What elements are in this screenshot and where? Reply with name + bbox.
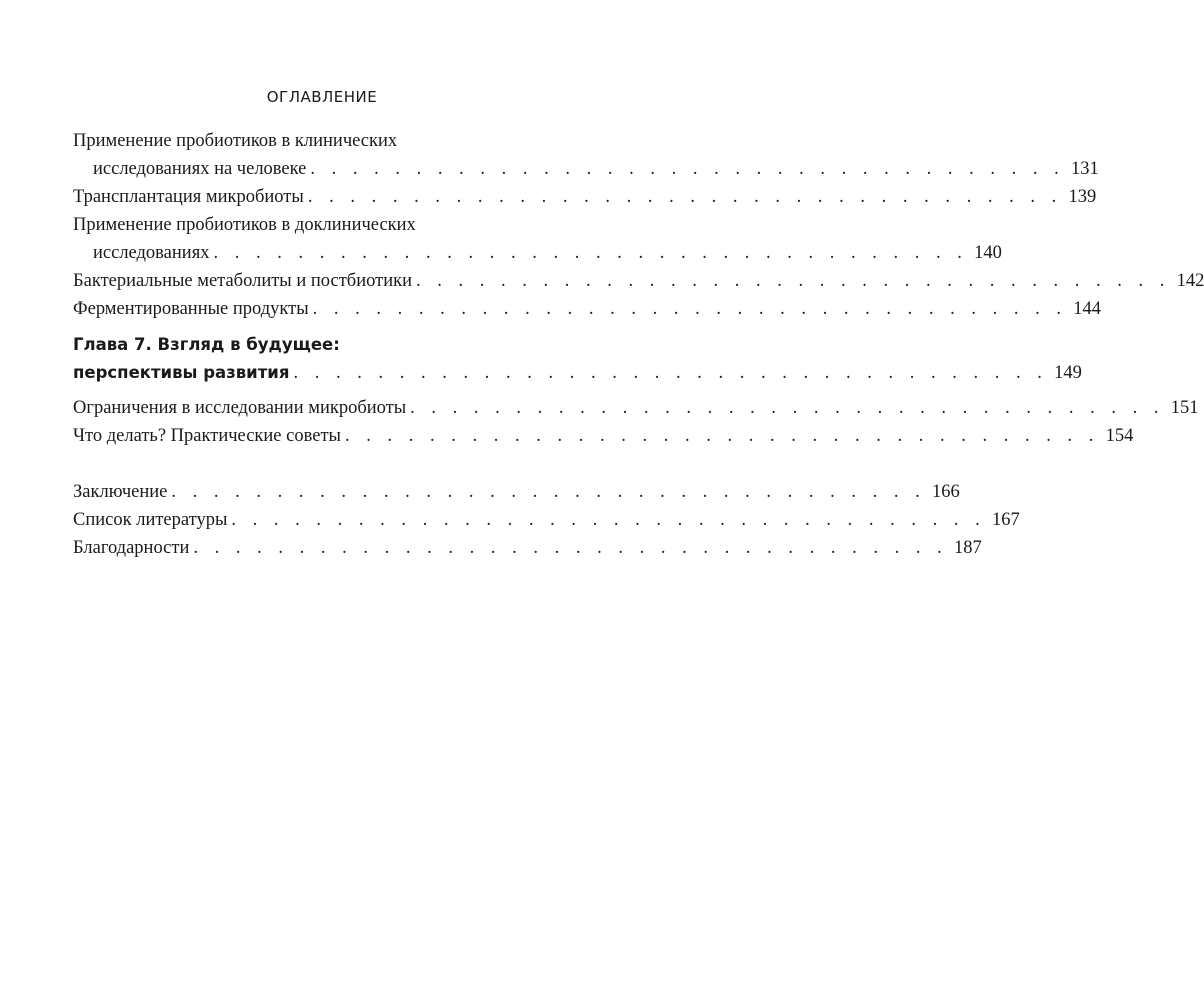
dot-leader: . . . . . . . . . . . . . . . . . . . . . . . . . . . . . . . . . . . .	[293, 363, 1048, 383]
page-number: 131	[1071, 159, 1099, 179]
page-number: 187	[953, 538, 982, 558]
page-number: 151	[1170, 398, 1199, 418]
page-number: 167	[992, 510, 1020, 530]
toc-entry[interactable]: исследованиях на человеке . . . . . . . . . . . . . . . . . . . . . . . . . . . . . . . . . . . . 131	[73, 155, 525, 183]
toc-section-1	[73, 127, 1204, 323]
toc-entry[interactable]: Список литературы . . . . . . . . . . . . . . . . . . . . . . . . . . . . . . . . . . . . 167	[73, 506, 525, 534]
toc-chapter	[73, 331, 1082, 387]
toc-entry[interactable]: Заключение . . . . . . . . . . . . . . . . . . . . . . . . . . . . . . . . . . . . 166	[73, 478, 525, 506]
toc-entry[interactable]: Ферментированные продукты . . . . . . . . . . . . . . . . . . . . . . . . . . . . . . . . . . . . 144	[73, 295, 525, 323]
toc-section-3	[73, 478, 1020, 562]
dot-leader: . . . . . . . . . . . . . . . . . . . . . . . . . . . . . . . . . . . .	[213, 243, 968, 263]
dot-leader: . . . . . . . . . . . . . . . . . . . . . . . . . . . . . . . . . . . .	[231, 510, 986, 530]
dot-leader: . . . . . . . . . . . . . . . . . . . . . . . . . . . . . . . . . . . .	[310, 159, 1065, 179]
dot-leader: . . . . . . . . . . . . . . . . . . . . . . . . . . . . . . . . . . . .	[171, 482, 926, 502]
page-number: 144	[1073, 299, 1102, 319]
chapter-title-line: Глава 7. Взгляд в будущее:	[73, 335, 340, 354]
dot-leader: . . . . . . . . . . . . . . . . . . . . . . . . . . . . . . . . . . . .	[312, 299, 1068, 319]
page-number: 139	[1068, 187, 1097, 207]
toc-entry[interactable]: исследованиях . . . . . . . . . . . . . . . . . . . . . . . . . . . . . . . . . . . . 140	[73, 239, 525, 267]
dot-leader: . . . . . . . . . . . . . . . . . . . . . . . . . . . . . . . . . . . .	[410, 398, 1165, 418]
toc-entry[interactable]: Бактериальные метаболиты и постбиотики . . . . . . . . . . . . . . . . . . . . . . . . . . . . . . . . . . . . 142	[73, 267, 525, 295]
toc-entry[interactable]: Ограничения в исследовании микробиоты . . . . . . . . . . . . . . . . . . . . . . . . . . . . . . . . . . . . 151	[73, 394, 525, 422]
page-number: 149	[1054, 363, 1082, 383]
toc-entry-title-line: Применение пробиотиков в клинических	[73, 131, 398, 151]
toc-section-2	[73, 394, 1199, 450]
page-header: ОГЛАВЛЕНИЕ	[266, 88, 378, 106]
toc-entry[interactable]: Что делать? Практические советы . . . . . . . . . . . . . . . . . . . . . . . . . . . . . . . . . . . . 154	[73, 422, 525, 450]
toc-entry[interactable]: Благодарности . . . . . . . . . . . . . . . . . . . . . . . . . . . . . . . . . . . . 187	[73, 534, 525, 562]
dot-leader: . . . . . . . . . . . . . . . . . . . . . . . . . . . . . . . . . . . .	[307, 187, 1063, 207]
dot-leader: . . . . . . . . . . . . . . . . . . . . . . . . . . . . . . . . . . . .	[193, 538, 948, 558]
dot-leader: . . . . . . . . . . . . . . . . . . . . . . . . . . . . . . . . . . . .	[416, 271, 1171, 291]
page-number: 166	[931, 482, 960, 502]
page-number: 140	[974, 243, 1002, 263]
dot-leader: . . . . . . . . . . . . . . . . . . . . . . . . . . . . . . . . . . . .	[344, 426, 1100, 446]
page-number: 154	[1105, 426, 1134, 446]
toc-entry[interactable]: Трансплантация микробиоты . . . . . . . . . . . . . . . . . . . . . . . . . . . . . . . . . . . . 139	[73, 183, 525, 211]
toc-entry-title-line: Применение пробиотиков в доклинических	[73, 215, 416, 235]
chapter-entry[interactable]: перспективы развития . . . . . . . . . . . . . . . . . . . . . . . . . . . . . . . . . . . . 149	[73, 359, 525, 387]
page-number: 142	[1176, 271, 1204, 291]
